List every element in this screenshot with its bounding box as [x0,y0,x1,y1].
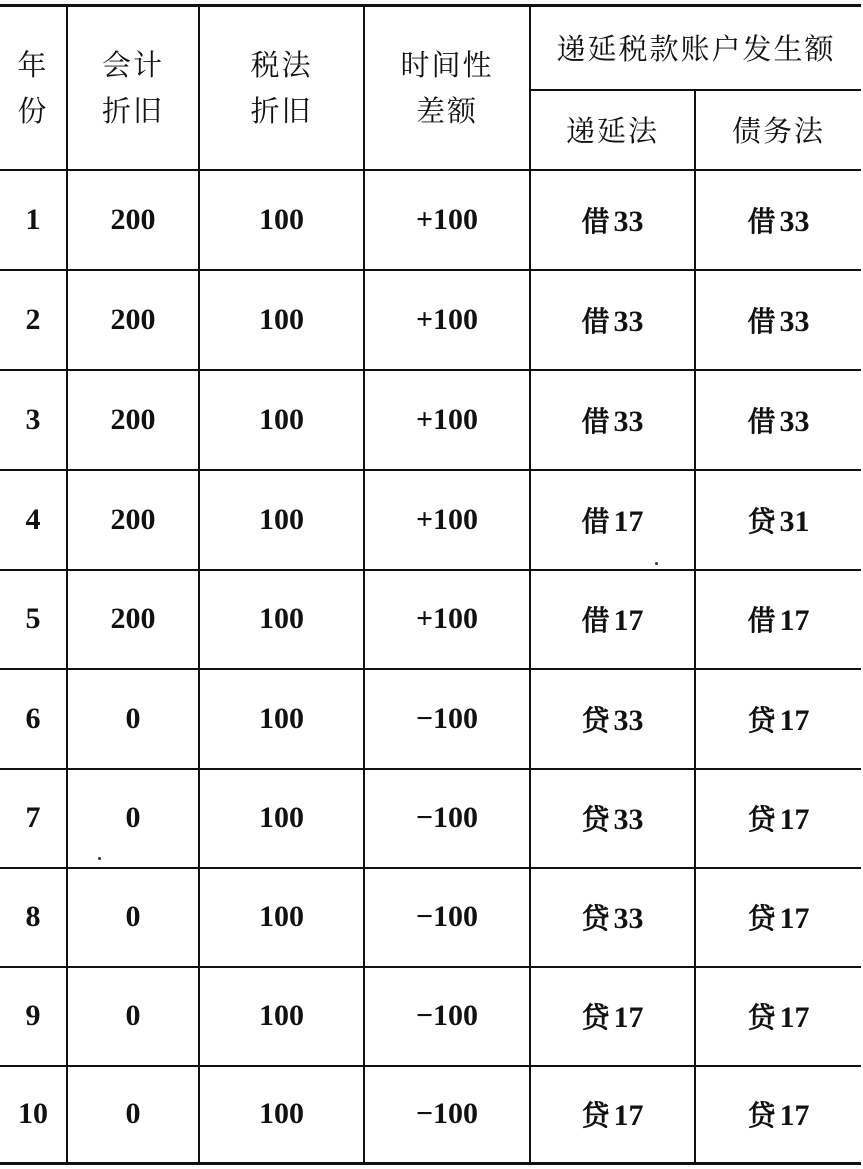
cell-liability-method-amount: 33 [779,204,810,238]
cell-liability-method-direction: 贷 [747,902,776,935]
cell-liability-method-amount: 17 [779,902,810,935]
cell-deferral-method [530,769,695,868]
cell-deferral-method-amount: 33 [613,404,644,438]
cell-tax-depreciation: 100 [199,1066,364,1164]
cell-tax-depreciation: 100 [199,669,364,769]
cell-liability-method [695,170,861,270]
cell-liability-method [695,669,861,769]
cell-liability-method-amount: 33 [779,304,810,338]
cell-liability-method [695,868,861,967]
cell-accounting-depreciation: 0 [67,1066,199,1164]
cell-deferral-method-amount: 33 [613,902,644,935]
header-accounting-depreciation-line-2: 折旧 [101,93,164,128]
cell-timing-difference: +100 [364,570,530,669]
cell-accounting-depreciation: 200 [67,370,199,470]
header-tax-depreciation [199,6,364,170]
cell-accounting-depreciation: 200 [67,570,199,669]
cell-deferral-method [530,370,695,470]
cell-liability-method-direction: 贷 [747,504,776,538]
cell-year: 8 [0,868,67,967]
cell-timing-difference: −100 [364,669,530,769]
cell-deferral-method-amount: 33 [613,803,644,836]
cell-liability-method-direction: 借 [747,404,776,438]
cell-deferral-method-direction: 借 [581,304,610,338]
table-row [0,270,861,370]
cell-year: 5 [0,570,67,669]
table-row [0,1066,861,1164]
cell-liability-method-direction: 借 [747,204,776,238]
cell-year: 1 [0,170,67,270]
header-liability-method: 债务法 [695,90,861,170]
cell-timing-difference: −100 [364,769,530,868]
cell-accounting-depreciation: 0 [67,967,199,1066]
cell-tax-depreciation: 100 [199,967,364,1066]
cell-deferral-method [530,868,695,967]
cell-timing-difference: −100 [364,967,530,1066]
cell-liability-method-direction: 借 [747,604,776,637]
cell-deferral-method [530,669,695,769]
table-row [0,868,861,967]
header-timing-difference [364,6,530,170]
cell-liability-method-amount: 17 [779,604,810,637]
cell-liability-method-direction: 贷 [747,1001,776,1034]
cell-deferral-method-direction: 贷 [581,902,610,935]
table-row [0,470,861,570]
cell-liability-method [695,370,861,470]
cell-accounting-depreciation: 200 [67,270,199,370]
cell-deferral-method-direction: 贷 [581,803,610,836]
cell-deferral-method-amount: 17 [613,504,644,538]
cell-year: 9 [0,967,67,1066]
cell-year: 2 [0,270,67,370]
cell-deferral-method-direction: 借 [581,404,610,438]
cell-deferral-method [530,1066,695,1164]
header-tax-depreciation-line-1: 税法 [250,47,313,82]
scan-speck [655,562,658,565]
cell-timing-difference: +100 [364,270,530,370]
cell-deferral-method-direction: 借 [581,204,610,238]
header-timing-difference-line-1: 时间性 [400,47,494,82]
cell-year: 6 [0,669,67,769]
cell-tax-depreciation: 100 [199,470,364,570]
cell-liability-method [695,570,861,669]
cell-deferral-method [530,967,695,1066]
cell-deferral-method-direction: 贷 [581,1001,610,1034]
cell-tax-depreciation: 100 [199,570,364,669]
cell-accounting-depreciation: 0 [67,769,199,868]
cell-liability-method-amount: 33 [779,404,810,438]
cell-timing-difference: +100 [364,370,530,470]
cell-liability-method [695,769,861,868]
scan-speck [98,857,101,860]
cell-liability-method [695,270,861,370]
cell-accounting-depreciation: 0 [67,669,199,769]
cell-deferral-method-amount: 33 [613,304,644,338]
header-row-1 [0,6,861,90]
cell-accounting-depreciation: 200 [67,470,199,570]
cell-deferral-method [530,270,695,370]
cell-tax-depreciation: 100 [199,868,364,967]
cell-deferral-method [530,570,695,669]
table-row [0,967,861,1066]
table-row [0,170,861,270]
cell-deferral-method-direction: 借 [581,504,610,538]
cell-liability-method [695,967,861,1066]
table-row [0,370,861,470]
header-deferral-method: 递延法 [530,90,695,170]
cell-tax-depreciation: 100 [199,170,364,270]
cell-deferral-method [530,470,695,570]
cell-year: 10 [0,1066,67,1164]
cell-liability-method-amount: 17 [779,1001,810,1034]
header-timing-difference-line-2: 差额 [415,93,478,128]
header-year [0,6,67,170]
cell-deferral-method [530,170,695,270]
table-row [0,669,861,769]
cell-year: 4 [0,470,67,570]
table-row [0,570,861,669]
cell-deferral-method-amount: 33 [613,703,644,737]
cell-deferral-method-amount: 17 [613,1099,644,1133]
cell-deferral-method-direction: 借 [581,604,610,637]
cell-liability-method-amount: 17 [779,1099,810,1133]
cell-liability-method-direction: 贷 [747,803,776,836]
table-body [0,6,861,1164]
cell-tax-depreciation: 100 [199,769,364,868]
cell-deferral-method-amount: 17 [613,604,644,637]
cell-deferral-method-direction: 贷 [581,703,610,737]
cell-timing-difference: −100 [364,868,530,967]
cell-timing-difference: +100 [364,470,530,570]
header-year-line-1: 年 [17,47,49,82]
cell-year: 7 [0,769,67,868]
deferred-tax-table [0,4,861,1165]
cell-liability-method-direction: 借 [747,304,776,338]
header-year-line-2: 份 [17,93,49,128]
cell-year: 3 [0,370,67,470]
cell-accounting-depreciation: 0 [67,868,199,967]
cell-liability-method-amount: 17 [779,703,810,737]
header-accounting-depreciation-line-1: 会计 [101,47,164,82]
table-row [0,769,861,868]
cell-deferral-method-direction: 贷 [581,1099,610,1133]
header-accounting-depreciation [67,6,199,170]
header-tax-depreciation-line-2: 折旧 [250,93,313,128]
cell-liability-method-direction: 贷 [747,703,776,737]
cell-liability-method [695,1066,861,1164]
cell-liability-method-amount: 17 [779,803,810,836]
cell-tax-depreciation: 100 [199,370,364,470]
cell-deferral-method-amount: 33 [613,204,644,238]
cell-accounting-depreciation: 200 [67,170,199,270]
header-deferred-tax-group: 递延税款账户发生额 [530,6,861,90]
cell-deferral-method-amount: 17 [613,1001,644,1034]
cell-liability-method-amount: 31 [779,504,810,538]
cell-liability-method-direction: 贷 [747,1099,776,1133]
cell-timing-difference: +100 [364,170,530,270]
cell-tax-depreciation: 100 [199,270,364,370]
cell-timing-difference: −100 [364,1066,530,1164]
cell-liability-method [695,470,861,570]
